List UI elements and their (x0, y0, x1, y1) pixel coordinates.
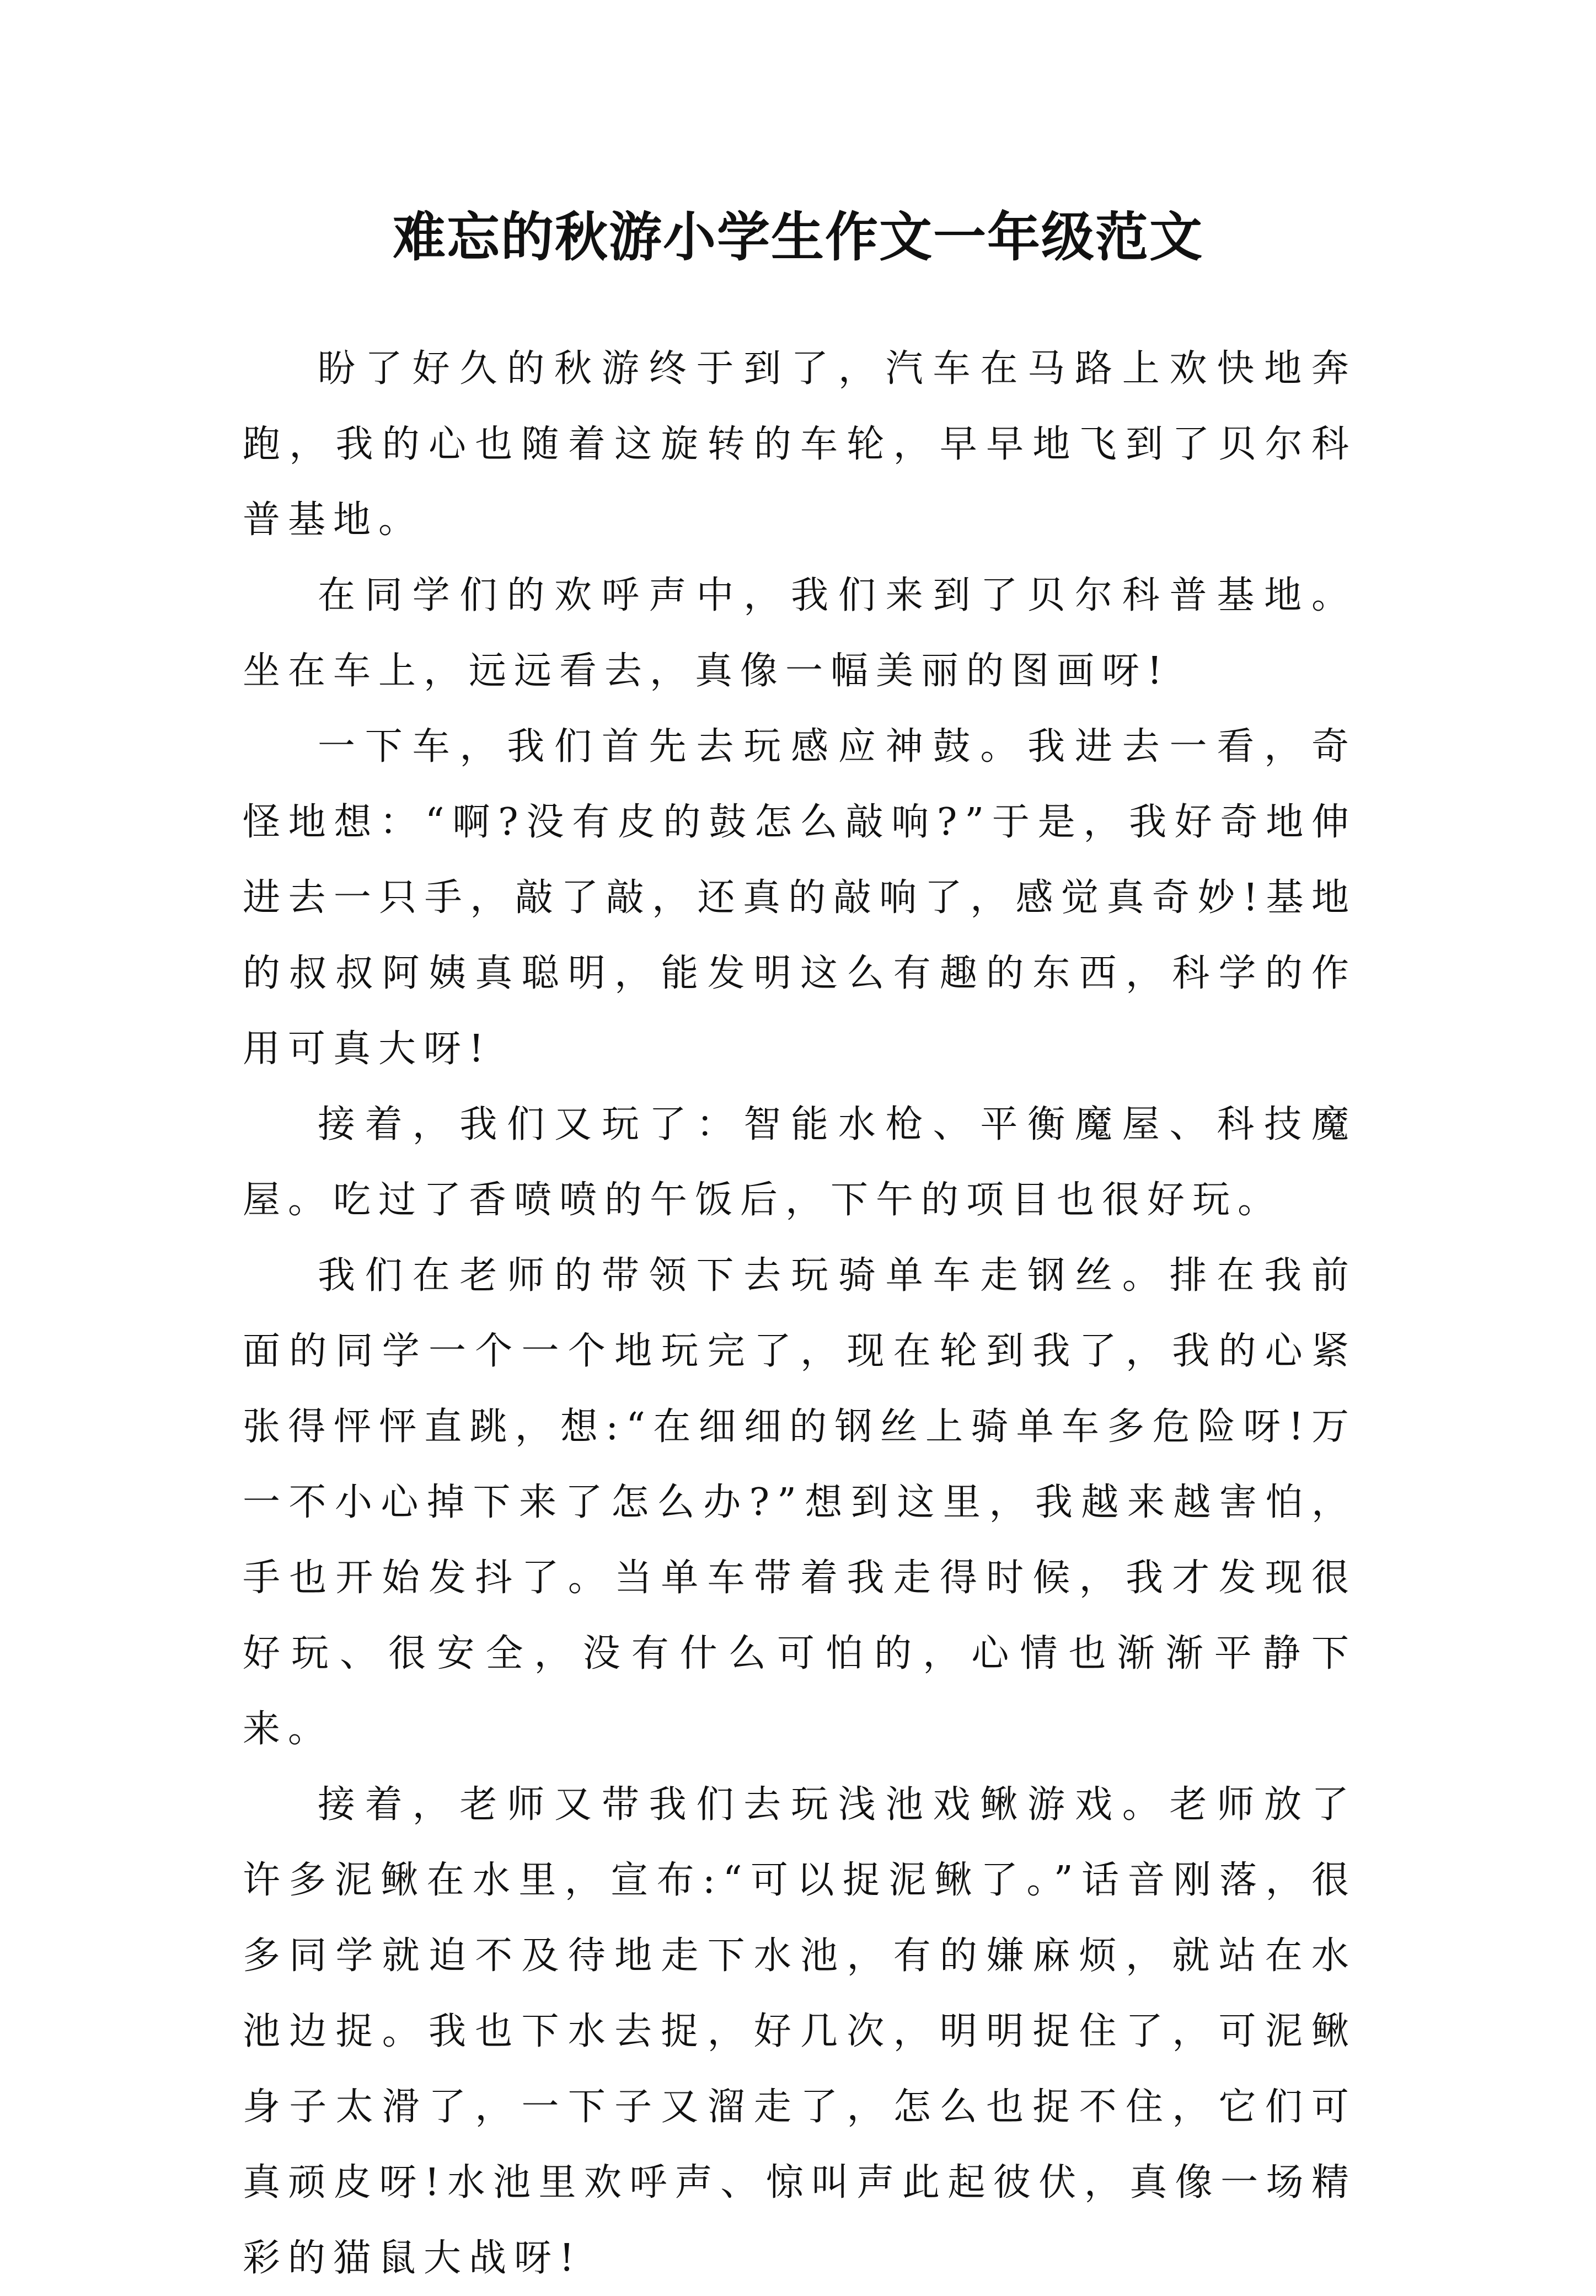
paragraph-2: 在同学们的欢呼声中，我们来到了贝尔科普基地。坐在车上，远远看去，真像一幅美丽的图画呀! (243, 574, 1357, 693)
paragraph-3: 一下车，我们首先去玩感应神鼓。我进去一看，奇怪地想：“啊?没有皮的鼓怎么敲响?”于是，我好奇地伸进去一只手，敲了敲，还真的敲响了，感觉真奇妙!基地的叔叔阿姨真聪明，能发明这么有趣的东西，科学的作用可真大呀! (243, 725, 1357, 1071)
document-body (243, 331, 1357, 2296)
paragraph-1: 盼了好久的秋游终于到了，汽车在马路上欢快地奔跑，我的心也随着这旋转的车轮，早早地飞到了贝尔科普基地。 (243, 347, 1357, 542)
document-title: 难忘的秋游小学生作文一年级范文 (393, 206, 1203, 268)
paragraph-5: 我们在老师的带领下去玩骑单车走钢丝。排在我前面的同学一个一个地玩完了，现在轮到我了，我的心紧张得怦怦直跳，想:“在细细的钢丝上骑单车多危险呀!万一不小心掉下来了怎么办?”想到这里，我越来越害怕，手也开始发抖了。当单车带着我走得时候，我才发现很好玩、很安全，没有什么可怕的，心情也渐渐平静下来。 (243, 1254, 1357, 1751)
paragraph-4: 接着，我们又玩了：智能水枪、平衡魔屋、科技魔屋。吃过了香喷喷的午饭后，下午的项目也很好玩。 (243, 1103, 1357, 1222)
paragraph-6: 接着，老师又带我们去玩浅池戏鳅游戏。老师放了许多泥鳅在水里，宣布:“可以捉泥鳅了。”话音刚落，很多同学就迫不及待地走下水池，有的嫌麻烦，就站在水池边捉。我也下水去捉，好几次，明明捉住了，可泥鳅身子太滑了，一下子又溜走了，怎么也捉不住，它们可真顽皮呀!水池里欢呼声、惊叫声此起彼伏，真像一场精彩的猫鼠大战呀! (243, 1783, 1357, 2280)
